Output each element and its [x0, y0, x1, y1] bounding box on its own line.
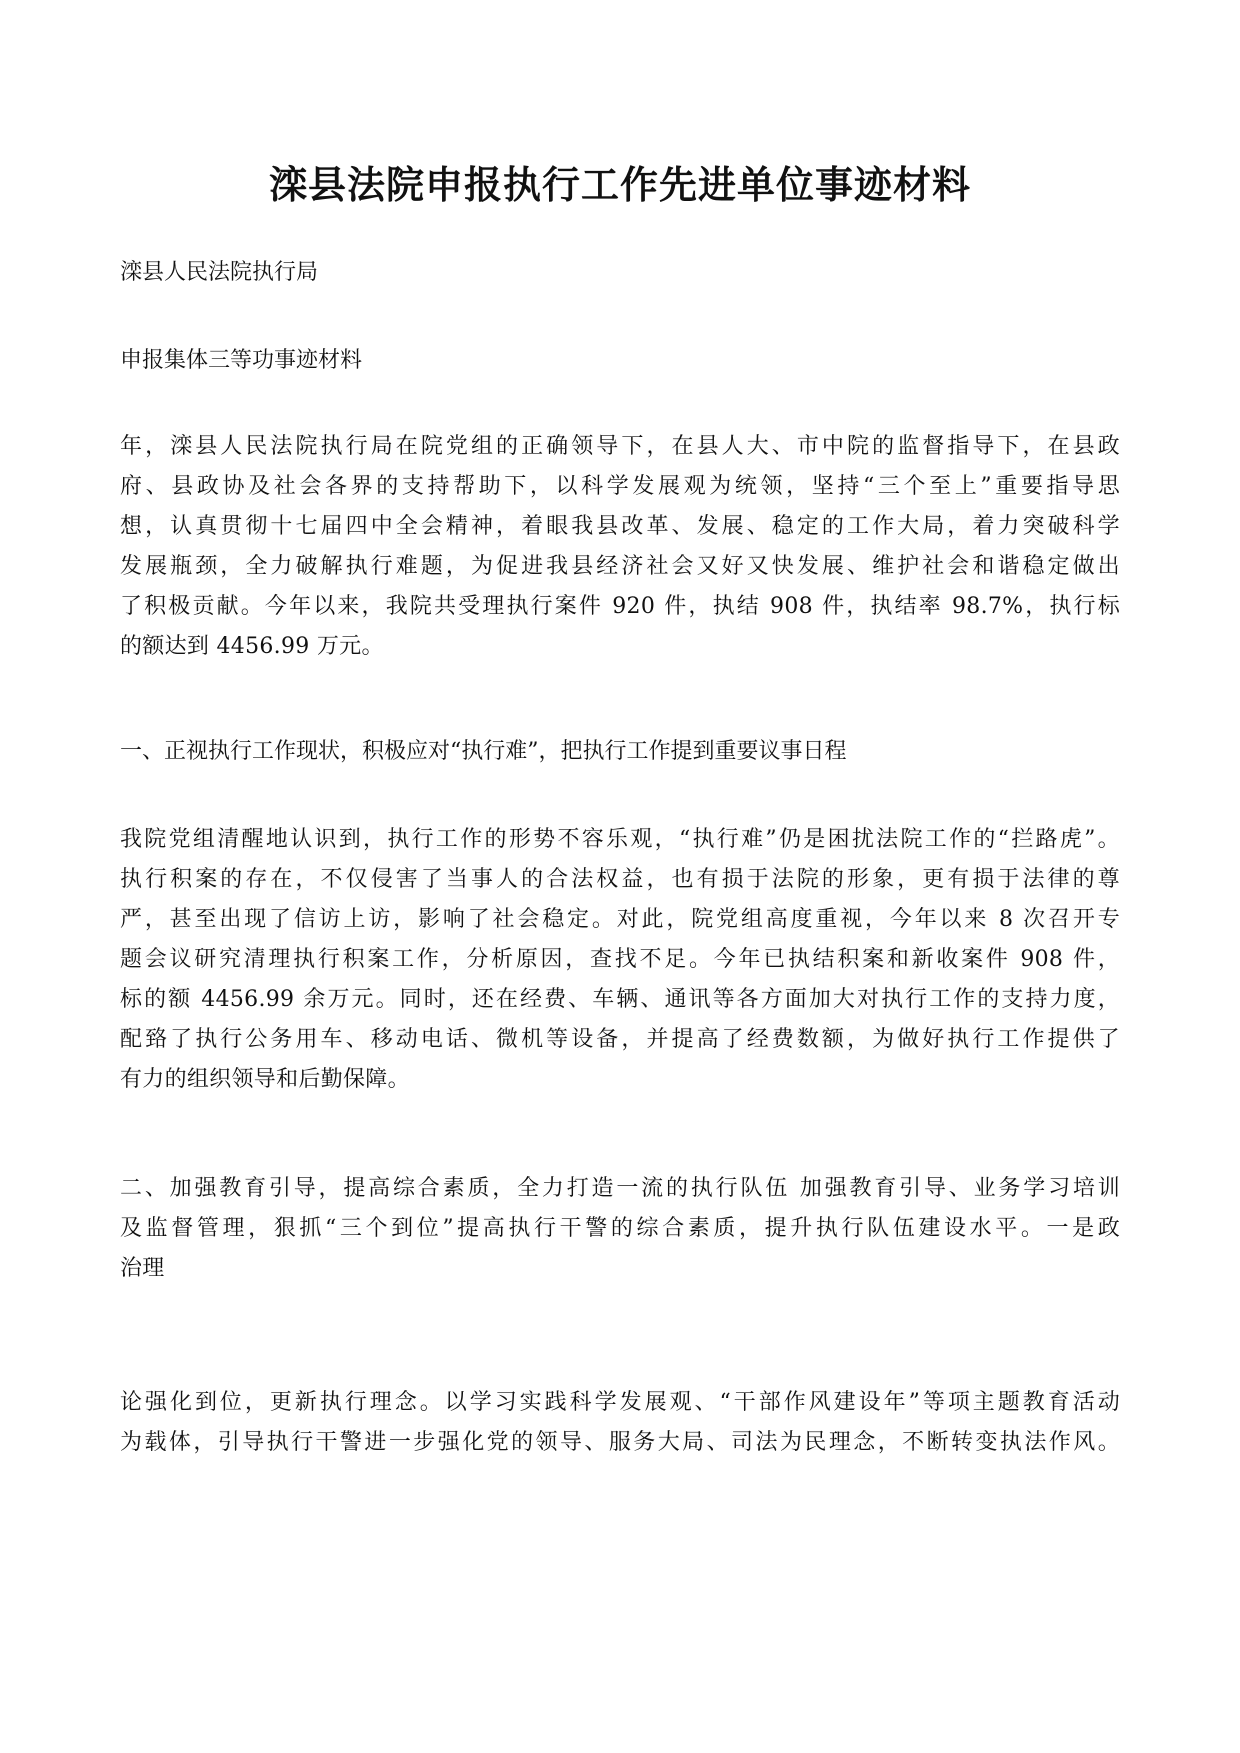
section-1-heading: 一、正视执行工作现状，积极应对“执行难”，把执行工作提到重要议事日程	[120, 739, 847, 764]
text-line: 配臵了执行公务用车、移动电话、微机等设备，并提高了经费数额，为做好执行工作提供了	[120, 1027, 1120, 1052]
text-line: 为载体，引导执行干警进一步强化党的领导、服务大局、司法为民理念，不断转变执法作风。	[120, 1430, 1120, 1455]
issuing-organization: 滦县人民法院执行局	[120, 260, 319, 285]
document-title: 滦县法院申报执行工作先进单位事迹材料	[268, 162, 971, 207]
text-line: 执行积案的存在，不仅侵害了当事人的合法权益，也有损于法院的形象，更有损于法律的尊	[120, 867, 1120, 892]
text-line: 发展瓶颈，全力破解执行难题，为促进我县经济社会又好又快发展、维护社会和谐稳定做出	[120, 554, 1120, 579]
document-subtitle: 申报集体三等功事迹材料	[120, 348, 363, 373]
text-line: 府、县政协及社会各界的支持帮助下，以科学发展观为统领，坚持“三个至上”重要指导思	[120, 474, 1120, 499]
text-line: 有力的组织领导和后勤保障。	[120, 1067, 410, 1092]
text-line: 的额达到 4456.99 万元。	[120, 634, 384, 659]
text-line: 我院党组清醒地认识到，执行工作的形势不容乐观，“执行难”仍是困扰法院工作的“拦路虎”。	[120, 827, 1120, 852]
text-line: 及监督管理，狠抓“三个到位”提高执行干警的综合素质，提升执行队伍建设水平。一是政	[120, 1216, 1120, 1241]
intro-paragraph	[120, 427, 1120, 667]
text-line: 二、加强教育引导，提高综合素质，全力打造一流的执行队伍 加强教育引导、业务学习培训	[120, 1176, 1120, 1201]
section-3-paragraph	[120, 1383, 1120, 1463]
text-line: 了积极贡献。今年以来，我院共受理执行案件 920 件，执结 908 件，执结率 98.7%，执行标	[120, 594, 1120, 619]
text-line: 年，滦县人民法院执行局在院党组的正确领导下，在县人大、市中院的监督指导下，在县政	[120, 434, 1120, 459]
text-line: 治理	[120, 1256, 165, 1281]
text-line: 论强化到位，更新执行理念。以学习实践科学发展观、“干部作风建设年”等项主题教育活动	[120, 1390, 1120, 1415]
text-line: 想，认真贯彻十七届四中全会精神，着眼我县改革、发展、稳定的工作大局，着力突破科学	[120, 514, 1120, 539]
text-line: 严，甚至出现了信访上访，影响了社会稳定。对此，院党组高度重视，今年以来 8 次召开专	[120, 907, 1120, 932]
text-line: 标的额 4456.99 余万元。同时，还在经费、车辆、通讯等各方面加大对执行工作的支持力度，	[120, 987, 1120, 1012]
section-1-paragraph	[120, 820, 1120, 1100]
section-2-paragraph	[120, 1169, 1120, 1289]
text-line: 题会议研究清理执行积案工作，分析原因，查找不足。今年已执结积案和新收案件 908 件，	[120, 947, 1120, 972]
